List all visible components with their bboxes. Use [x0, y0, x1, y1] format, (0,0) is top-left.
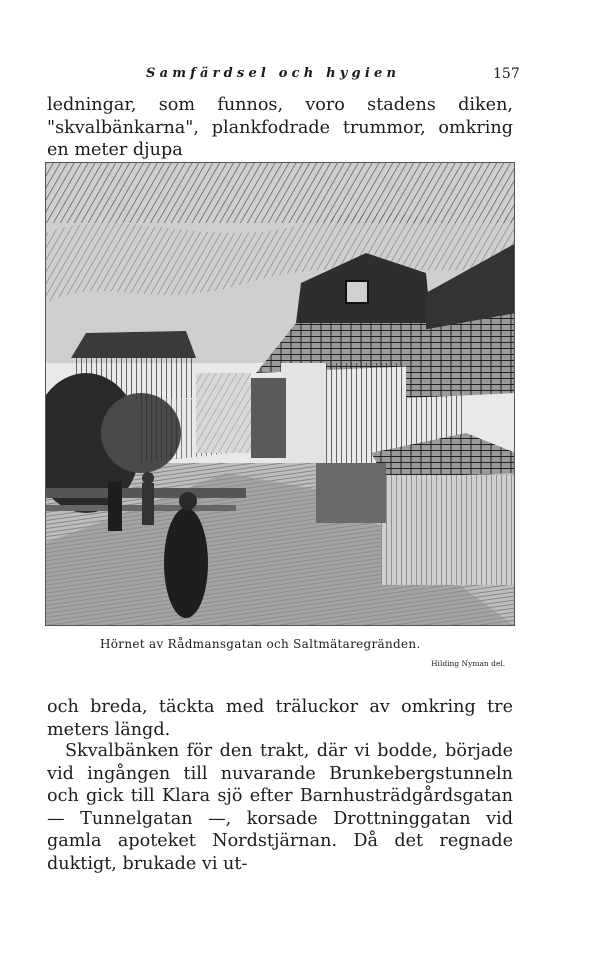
paragraph-continuation: och breda, täckta med träluckor av omkring tre meters längd.	[47, 697, 513, 740]
paragraph-second: Skvalbänken för den trakt, där vi bodde, började vid ingången till nuvarande Brunkebergstunneln och gick till Klara sjö efter Barnhusträdgårdsgatan — Tunnelgatan —, korsade Drottninggatan vid gamla apoteket Nordstjärnan. Då det regnade duktigt, brukade vi ut-	[47, 741, 513, 874]
running-header: Samfärdsel och hygien	[146, 66, 401, 81]
figure-credit: Hilding Nyman del.	[431, 659, 506, 668]
figure-woman	[164, 508, 208, 618]
figure-caption: Hörnet av Rådmansgatan och Saltmätaregränden.	[100, 637, 421, 651]
paragraph-top: ledningar, som funnos, voro stadens diken, "skvalbänkarna", plankfodrade trummor, omkring en meter djupa	[47, 95, 513, 160]
street-illustration	[45, 162, 515, 626]
page-number: 157	[493, 66, 520, 82]
